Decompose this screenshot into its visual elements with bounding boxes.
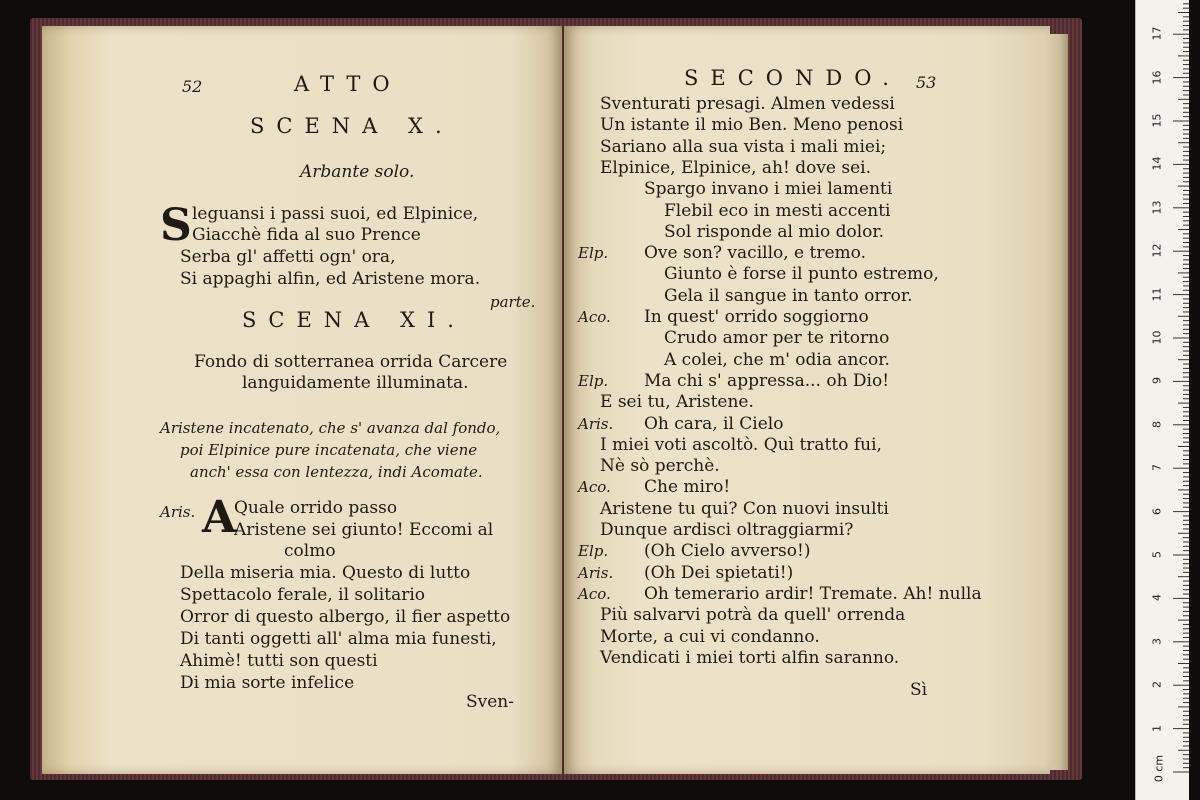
- verse-line: (Oh Cielo avverso!): [644, 541, 811, 562]
- verse-line: Della miseria mia. Questo di lutto: [180, 563, 471, 583]
- right-page: [564, 26, 1050, 774]
- verse-line: Di tanti oggetti all' alma mia funesti,: [180, 629, 497, 649]
- verse-line: Giunto è forse il punto estremo,: [664, 264, 939, 285]
- verse-line: In quest' orrido soggiorno: [644, 307, 869, 327]
- verse-line: Di mia sorte infelice: [180, 673, 355, 693]
- scene-xi-drop-cap: A: [202, 492, 237, 543]
- ruler-unit-label: 0 cm: [1152, 754, 1166, 783]
- verse-line: Sventurati presagi. Almen vedessi: [600, 94, 895, 114]
- ruler-number: 8: [1150, 420, 1164, 428]
- scene-setting: Fondo di sotterranea orrida Carcere: [194, 352, 508, 372]
- verse-line: Ma chi s' appressa... oh Dio!: [644, 370, 890, 391]
- stage-direction: Aristene incatenato, che s' avanza dal fondo,: [160, 419, 501, 437]
- speaker-label: Aris.: [578, 563, 614, 582]
- ruler-number: 15: [1150, 113, 1164, 128]
- ruler-number: 6: [1150, 507, 1164, 515]
- speaker-label: Elp.: [578, 542, 609, 561]
- ruler-number: 10: [1150, 330, 1164, 345]
- speaker-label: Aco.: [578, 308, 611, 326]
- speaker-label: Aco.: [578, 478, 611, 497]
- speaker-label: Aco.: [578, 584, 611, 603]
- verse-line: Sariano alla sua vista i mali miei;: [600, 136, 887, 157]
- measuring-ruler: [1135, 0, 1189, 800]
- verse-line: Gela il sangue in tanto orror.: [664, 285, 913, 306]
- ruler-number: 7: [1150, 464, 1164, 472]
- verse-line: Aristene sei giunto! Eccomi al: [234, 520, 494, 540]
- scene-setting: languidamente illuminata.: [242, 373, 469, 393]
- ruler-number: 12: [1150, 243, 1164, 258]
- page-number-right: 53: [916, 73, 937, 92]
- ruler-number: 2: [1150, 681, 1164, 689]
- ruler-number: 14: [1150, 156, 1164, 171]
- verse-line: Aristene tu qui? Con nuovi insulti: [600, 498, 889, 519]
- verse-line: Ahimè! tutti son questi: [180, 651, 378, 671]
- left-page: [42, 26, 562, 774]
- catchword-right: Sì: [910, 680, 928, 700]
- verse-line: Morte, a cui vi condanno.: [600, 626, 820, 647]
- page-number-left: 52: [182, 77, 203, 96]
- stage-direction: anch' essa con lentezza, indi Acomate.: [190, 463, 483, 481]
- ruler-number: 13: [1150, 200, 1164, 215]
- ruler-number: 16: [1150, 70, 1164, 85]
- verse-line: Si appaghi alfin, ed Aristene mora.: [180, 269, 481, 289]
- catchword-left: Sven-: [466, 692, 515, 712]
- page-edge: [1048, 34, 1068, 770]
- speaker-label: Elp.: [578, 371, 609, 390]
- scene-x-title: SCENA X.: [250, 114, 454, 138]
- speaker-label: Aris.: [160, 503, 196, 521]
- ruler-number: 5: [1150, 551, 1164, 558]
- verse-line: I miei voti ascoltò. Quì tratto fui,: [600, 434, 882, 455]
- verse-line: Spettacolo ferale, il solitario: [180, 585, 426, 605]
- verse-line: Che miro!: [644, 477, 731, 498]
- verse-line: Dunque ardisci oltraggiarmi?: [600, 520, 854, 540]
- verse-line: Ove son? vacillo, e tremo.: [644, 243, 866, 264]
- running-header-left: ATTO: [294, 72, 402, 96]
- exit-direction: parte.: [490, 293, 536, 311]
- verse-line: E sei tu, Aristene.: [600, 392, 754, 413]
- verse-line: Più salvarvi potrà da quell' orrenda: [600, 605, 906, 626]
- speaker-label: Elp.: [578, 244, 609, 263]
- speaker-label: Aris.: [578, 414, 614, 433]
- verse-line: Giacchè fida al suo Prence: [192, 225, 421, 245]
- verse-line: A colei, che m' odia ancor.: [664, 349, 890, 370]
- ruler-number: 1: [1150, 724, 1164, 732]
- scene-x-drop-cap: S: [160, 200, 192, 251]
- verse-line: Serba gl' affetti ogn' ora,: [180, 247, 396, 267]
- scene-x-direction: Arbante solo.: [300, 162, 415, 182]
- verse-line: Sol risponde al mio dolor.: [664, 221, 885, 242]
- verse-line: Crudo amor per te ritorno: [664, 328, 890, 349]
- verse-line: colmo: [284, 541, 336, 561]
- stage-direction: poi Elpinice pure incatenata, che viene: [180, 441, 478, 459]
- verse-line: Un istante il mio Ben. Meno penosi: [600, 115, 904, 136]
- verse-line: Elpinice, Elpinice, ah! dove sei.: [600, 157, 872, 178]
- verse-line: Spargo invano i miei lamenti: [644, 179, 893, 200]
- verse-line: Quale orrido passo: [234, 498, 398, 518]
- verse-line: Vendicati i miei torti alfin saranno.: [600, 647, 900, 668]
- verse-line: Orror di questo albergo, il fier aspetto: [180, 607, 511, 627]
- verse-line: Oh cara, il Cielo: [644, 413, 784, 434]
- scene-xi-title: SCENA XI.: [242, 308, 466, 332]
- ruler-number: 4: [1150, 594, 1164, 602]
- verse-line: Oh temerario ardir! Tremate. Ah! nulla: [644, 583, 982, 604]
- ruler-number: 11: [1150, 287, 1164, 302]
- running-header-right: SECONDO.: [684, 66, 901, 90]
- verse-line: Nè sò perchè.: [600, 456, 720, 477]
- ruler-number: 17: [1150, 26, 1164, 41]
- verse-line: (Oh Dei spietati!): [644, 562, 794, 583]
- verse-line: Flebil eco in mesti accenti: [664, 200, 891, 221]
- ruler-number: 3: [1150, 637, 1164, 645]
- ruler-number: 9: [1150, 377, 1164, 385]
- verse-line: leguansi i passi suoi, ed Elpinice,: [192, 204, 479, 224]
